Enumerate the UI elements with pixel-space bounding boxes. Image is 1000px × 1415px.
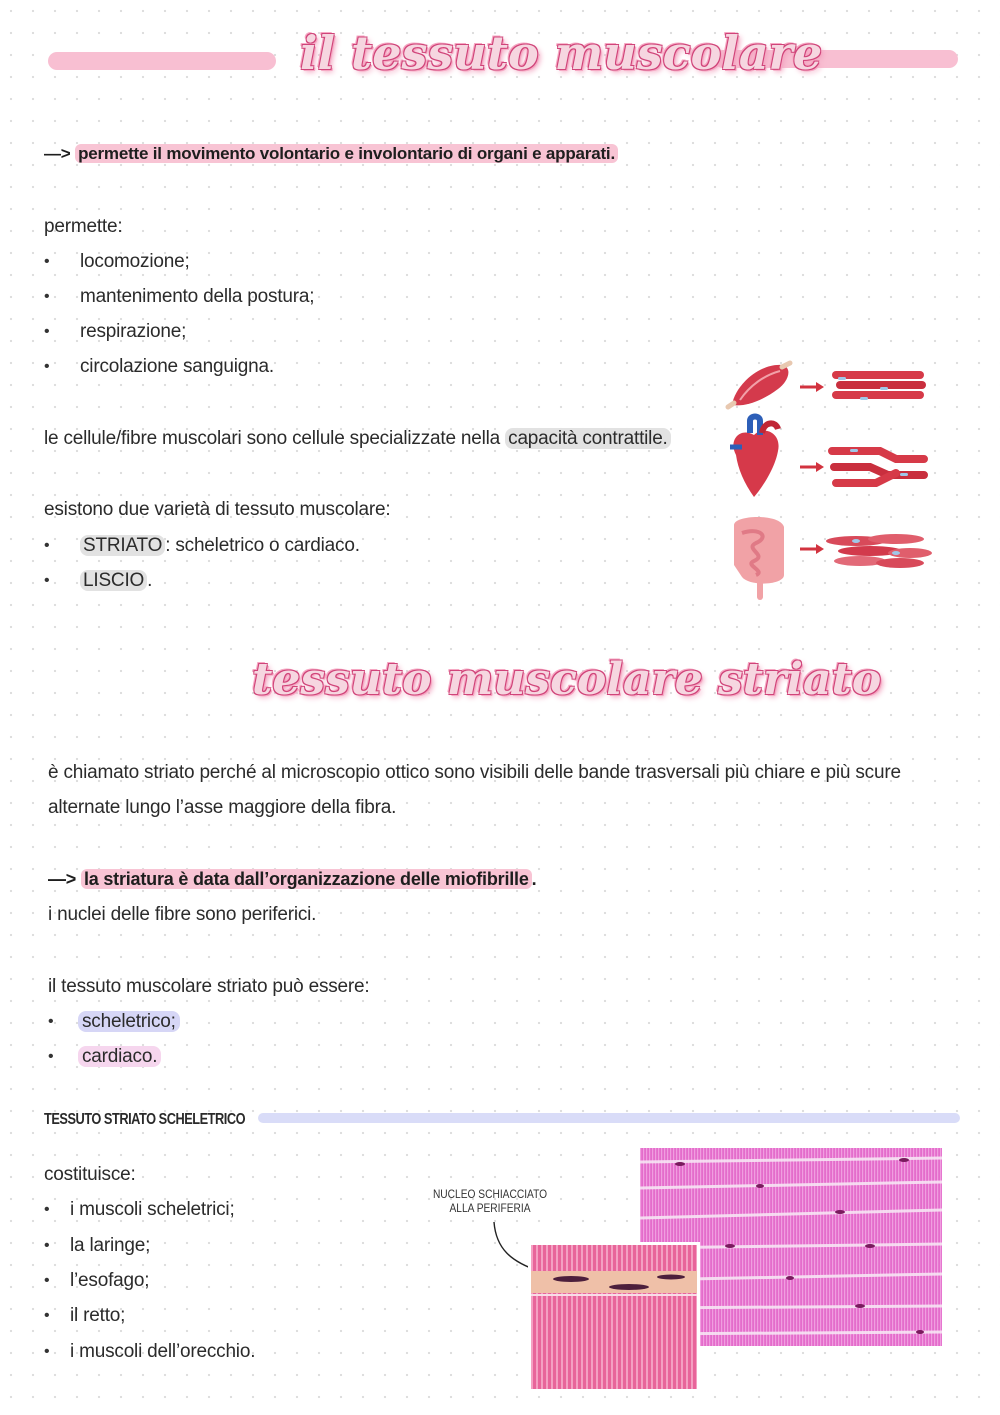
bullet: • — [44, 358, 50, 375]
variety-highlight: LISCIO — [80, 570, 147, 591]
nucleus-caption — [431, 1187, 550, 1215]
arrow-icon — [800, 544, 824, 554]
arrow-icon — [800, 382, 824, 392]
variety-striato — [80, 535, 360, 557]
striated-key-row — [48, 869, 536, 890]
permits-label: permette: — [44, 216, 123, 237]
arrow: —> — [44, 144, 71, 163]
caption-line: NUCLEO SCHIACCIATO — [432, 1187, 548, 1201]
bullet: • — [44, 1201, 50, 1218]
striated-key: la striatura è data dall’organizzazione delle miofibrille — [81, 869, 532, 889]
type-highlight: cardiaco. — [78, 1046, 161, 1067]
skeletal-fibers-icon — [832, 371, 926, 400]
bullet: • — [44, 253, 50, 270]
bullet: • — [44, 537, 50, 554]
varieties-label: esistono due varietà di tessuto muscolare: — [44, 499, 391, 520]
bullet: • — [44, 1343, 50, 1360]
closeup-micrograph — [528, 1242, 700, 1392]
striated-line-1: è chiamato striato perché al microscopio ottico sono visibili delle bande trasversali più chiare e più scure — [48, 762, 901, 783]
striated-key-end: . — [531, 869, 537, 889]
bullet: • — [44, 1307, 50, 1324]
list-item: la laringe; — [70, 1235, 151, 1256]
variety-rest: : scheletrico o cardiaco. — [165, 535, 360, 556]
type-scheletrico — [78, 1011, 180, 1033]
variety-rest: . — [147, 570, 153, 591]
types-label: il tessuto muscolare striato può essere: — [48, 976, 370, 997]
title-bar-left — [48, 52, 276, 70]
list-item: mantenimento della postura; — [80, 286, 315, 307]
cells-highlight: capacità contrattile. — [505, 428, 671, 449]
bullet: • — [44, 1237, 50, 1254]
intro-statement-row — [44, 144, 618, 164]
smooth-fibers-icon — [826, 534, 932, 568]
constitutes-label: costituisce: — [44, 1164, 136, 1185]
variety-liscio — [80, 570, 152, 592]
heading-bar — [258, 1113, 960, 1123]
list-item: circolazione sanguigna. — [80, 356, 274, 377]
muscle-types-illustration — [720, 355, 935, 605]
cardiac-fibers-icon — [832, 449, 924, 483]
list-item: l’esofago; — [70, 1270, 150, 1291]
cells-row — [44, 428, 671, 450]
section-title: tessuto muscolare striato — [252, 654, 882, 705]
variety-highlight: STRIATO — [80, 535, 165, 556]
list-item: il retto; — [70, 1305, 126, 1326]
list-item: i muscoli scheletrici; — [70, 1199, 235, 1220]
bullet: • — [44, 572, 50, 589]
list-item: locomozione; — [80, 251, 190, 272]
heart-icon — [730, 417, 779, 498]
bullet: • — [48, 1048, 54, 1065]
intestine-icon — [734, 517, 784, 597]
type-cardiaco — [78, 1046, 161, 1068]
arrow-icon — [800, 462, 824, 472]
bullet: • — [44, 288, 50, 305]
skeletal-heading: TESSUTO STRIATO SCHELETRICO — [44, 1111, 246, 1128]
cells-text: le cellule/fibre muscolari sono cellule specializzate nella — [44, 428, 506, 449]
bullet: • — [48, 1013, 54, 1030]
arrow: —> — [48, 869, 77, 889]
caption-line: ALLA PERIFERIA — [449, 1201, 531, 1215]
type-highlight: scheletrico; — [78, 1011, 180, 1032]
bullet: • — [44, 323, 50, 340]
striated-line-2: alternate lungo l’asse maggiore della fibra. — [48, 797, 397, 818]
page-title: il tessuto muscolare — [300, 26, 823, 80]
intro-statement: permette il movimento volontario e involontario di organi e apparati. — [75, 144, 618, 163]
skeletal-muscle-icon — [728, 363, 790, 407]
list-item: i muscoli dell’orecchio. — [70, 1341, 256, 1362]
list-item: respirazione; — [80, 321, 187, 342]
nuclei-text: i nuclei delle fibre sono periferici. — [48, 904, 317, 925]
bullet: • — [44, 1272, 50, 1289]
